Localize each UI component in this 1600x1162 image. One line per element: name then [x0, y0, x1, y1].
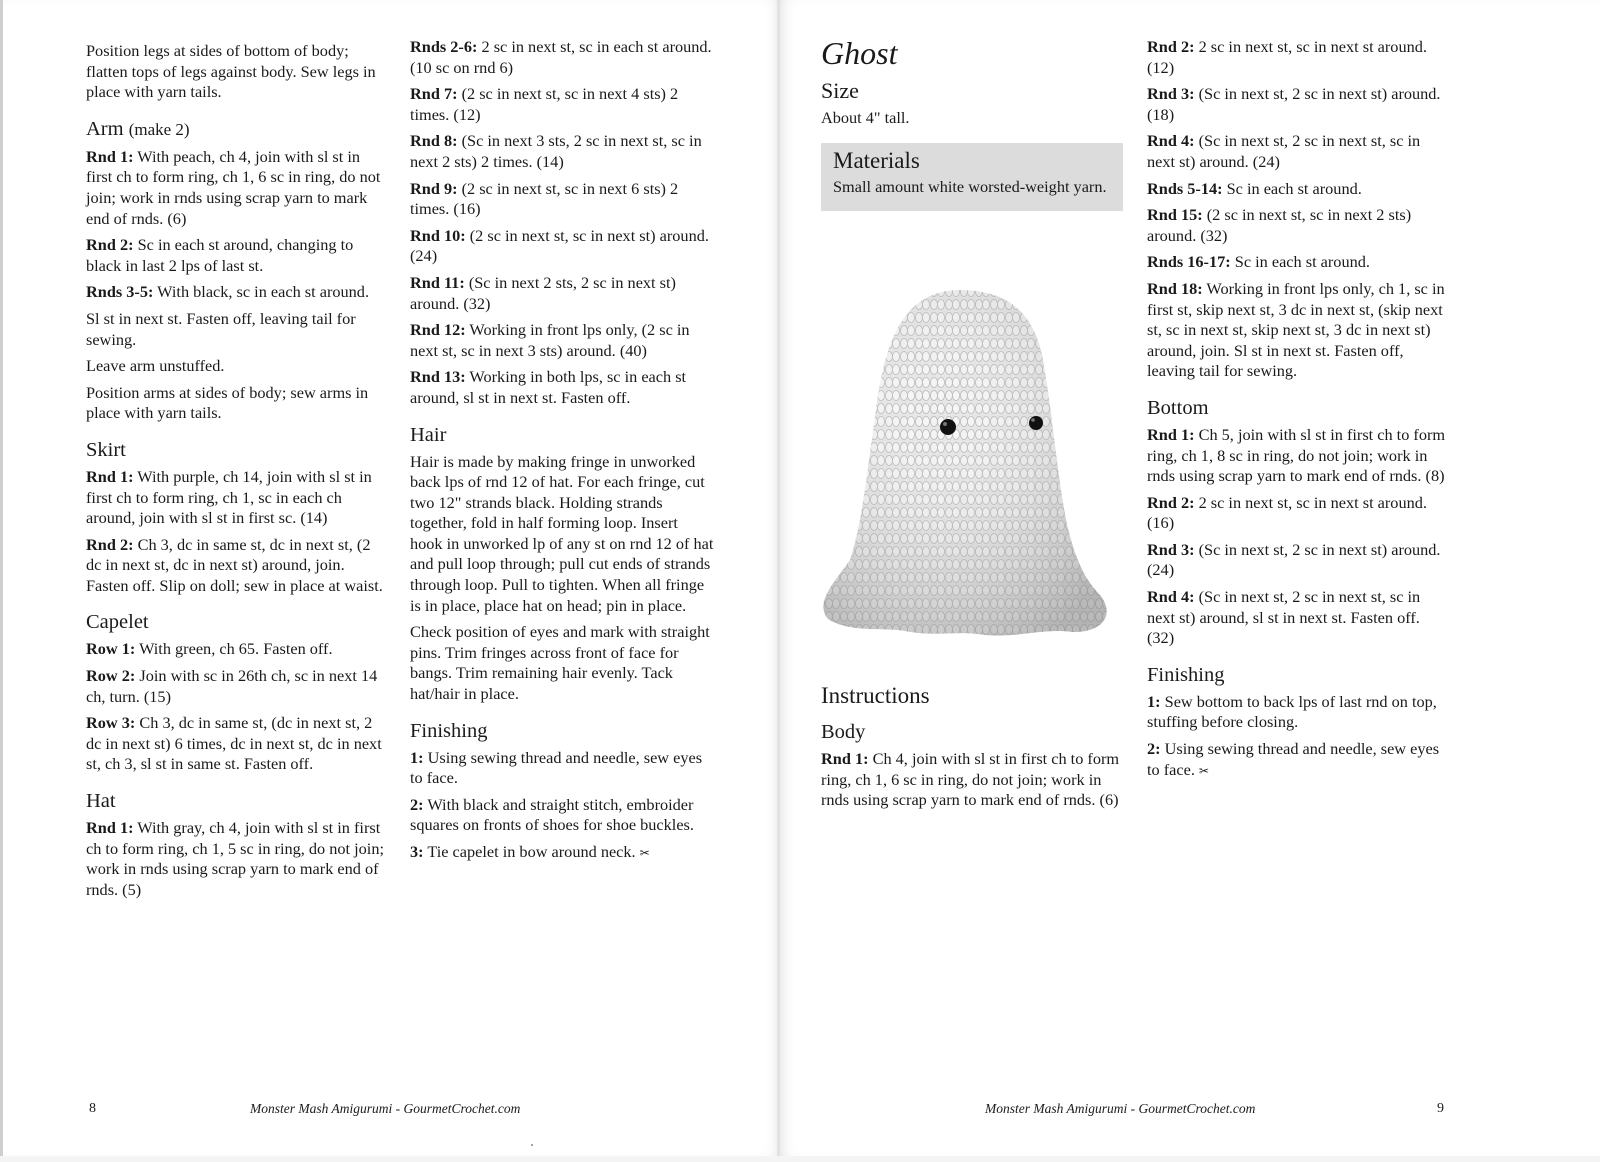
- instruction-step: [410, 84, 714, 125]
- step-label: Rnd 2:: [86, 534, 134, 554]
- step-text: Leave arm unstuffed.: [86, 356, 225, 376]
- step-text: With black and straight stitch, embroider squares on fronts of shoes for shoe buckles.: [410, 794, 694, 835]
- step-text: With gray, ch 4, join with sl st in first ch to form ring, ch 1, 5 sc in ring, do not join; work in rnds using scrap yarn to mark end of rnds. (5): [86, 818, 384, 899]
- step-text: (Sc in next 3 sts, 2 sc in next st, sc in next 2 sts) 2 times. (14): [410, 131, 702, 171]
- ghost-finishing-heading: Finishing: [1147, 663, 1225, 686]
- body-instructions: [821, 749, 1123, 811]
- step-text: Sc in each st around.: [1230, 252, 1370, 272]
- hat-instructions-continued: [410, 37, 714, 409]
- instruction-step: [1147, 205, 1451, 246]
- instruction-step: [1147, 540, 1451, 581]
- hair-paragraph-1: Hair is made by making fringe in unworked back lps of rnd 12 of hat. For each fringe, cut two 12" strands black. Holding strands together, fold in half forming loop. Insert hook in unworked lp of any st on rnd 12 of hat and pull loop through; pull cut ends of strands through loop. Pull to tighten. When all fringe is in place, place hat on head; pin in place.: [410, 451, 714, 615]
- instruction-step: [410, 795, 714, 836]
- hair-paragraph-2: Check position of eyes and mark with straight pins. Trim fringes across front of face for bangs. Trim remaining hair evenly. Tack hat/hair in place.: [410, 622, 710, 704]
- scan-speck: [531, 1144, 533, 1146]
- instruction-step: [410, 273, 714, 314]
- footer-left: Monster Mash Amigurumi - GourmetCrochet.com: [250, 1101, 521, 1116]
- step-text: Sl st in next st. Fasten off, leaving tail for sewing.: [86, 308, 356, 349]
- step-text: Ch 3, dc in same st, dc in next st, (2 dc in next st, dc in next st) around, join. Fasten off. Slip on doll; sew in place at waist.: [86, 534, 383, 595]
- step-text: Sc in each st around.: [1222, 178, 1362, 198]
- step-text: Using sewing thread and needle, sew eyes to face.: [410, 747, 703, 788]
- page-number-left: 8: [89, 1101, 96, 1116]
- instruction-step: [1147, 84, 1451, 125]
- step-label: Rnd 11:: [410, 272, 465, 292]
- instruction-step: [410, 226, 714, 267]
- step-text: Working in front lps only, ch 1, sc in first st, skip next st, 3 dc in next st, (skip next st, sc in next st, skip next st, 3 dc in next st) around, join. Sl st in next st. Fasten off, leaving tail for sewing.: [1147, 278, 1445, 381]
- instruction-step: [821, 749, 1123, 811]
- step-label: Rnd 9:: [410, 178, 458, 198]
- step-label: Rnd 7:: [410, 84, 458, 104]
- right-column-1: [821, 33, 1123, 211]
- step-label: 2:: [410, 794, 424, 814]
- capelet-instructions: [86, 639, 386, 775]
- step-label: Rnd 18:: [1147, 278, 1203, 298]
- pattern-title: Ghost: [821, 35, 898, 71]
- left-column-2: [410, 37, 714, 870]
- step-label: Row 2:: [86, 666, 136, 686]
- left-column-1: [86, 41, 386, 906]
- step-text: Position arms at sides of body; sew arms in place with yarn tails.: [86, 382, 369, 423]
- instruction-step: [86, 639, 386, 660]
- instruction-step: [86, 147, 386, 229]
- ghost-eye-left: [940, 419, 956, 435]
- instruction-step: [410, 131, 714, 172]
- instruction-step: [86, 356, 386, 377]
- step-text: (2 sc in next st, sc in next 6 sts) 2 times. (16): [410, 178, 679, 219]
- footer-right: Monster Mash Amigurumi - GourmetCrochet.com: [985, 1101, 1256, 1116]
- instructions-heading: Instructions: [821, 683, 930, 708]
- step-label: Rnd 1:: [86, 466, 134, 486]
- step-label: Rnd 10:: [410, 225, 466, 245]
- step-label: 1:: [1147, 691, 1161, 711]
- bottom-heading: Bottom: [1147, 396, 1209, 419]
- step-text: (Sc in next st, 2 sc in next st, sc in next st) around. (24): [1147, 131, 1421, 171]
- step-text: Ch 3, dc in same st, (dc in next st, 2 dc in next st) 6 times, dc in next st, dc in next st, ch 3, sl st in same st. Fasten off.: [86, 713, 382, 774]
- step-text: (2 sc in next st, sc in next 2 sts) around. (32): [1147, 205, 1412, 245]
- step-text: Working in both lps, sc in each st around, sl st in next st. Fasten off.: [410, 367, 687, 407]
- step-text: With green, ch 65. Fasten off.: [135, 639, 333, 659]
- ghost-eye-right: [1029, 416, 1043, 430]
- step-label: Rnds 5-14:: [1147, 178, 1223, 198]
- skirt-heading: Skirt: [86, 438, 126, 461]
- materials-text: Small amount white worsted-weight yarn.: [833, 176, 1107, 196]
- step-label: Rnd 3:: [1147, 539, 1195, 559]
- step-text: Working in front lps only, (2 sc in next st, sc in next 3 sts) around. (40): [410, 320, 690, 360]
- page-number-right: 9: [1437, 1101, 1444, 1116]
- instruction-step: [86, 467, 386, 529]
- instruction-step: [86, 235, 386, 276]
- skirt-instructions: [86, 467, 386, 597]
- step-text: 2 sc in next st, sc in next st around. (12): [1147, 37, 1427, 77]
- body-heading: Body: [821, 721, 866, 743]
- step-text: 2 sc in next st, sc in each st around. (10 sc on rnd 6): [410, 37, 712, 77]
- instruction-step: [1147, 587, 1451, 649]
- step-label: Rnd 15:: [1147, 205, 1203, 225]
- step-label: Rnd 2:: [1147, 37, 1195, 56]
- arm-heading: Arm (make 2): [86, 117, 190, 140]
- step-label: Rnd 4:: [1147, 131, 1195, 151]
- instruction-step: [86, 309, 386, 350]
- instruction-step: [410, 37, 714, 78]
- step-label: Rnds 16-17:: [1147, 252, 1231, 272]
- instruction-step: [1147, 425, 1451, 487]
- instruction-step: [1147, 739, 1451, 781]
- step-label: Rnd 2:: [1147, 492, 1195, 512]
- step-label: Rnd 1:: [86, 146, 134, 166]
- instruction-step: [1147, 279, 1451, 382]
- step-text: Using sewing thread and needle, sew eyes to face.: [1147, 739, 1440, 779]
- capelet-heading: Capelet: [86, 611, 149, 634]
- instruction-step: [86, 713, 386, 775]
- book-spine: [777, 0, 780, 1156]
- right-column-2: [1147, 37, 1451, 787]
- bottom-instructions: [1147, 425, 1451, 649]
- step-label: Row 3:: [86, 713, 136, 733]
- step-label: Rnd 8:: [410, 131, 458, 151]
- step-text: (2 sc in next st, sc in next 4 sts) 2 times. (12): [410, 84, 679, 124]
- arm-instructions: [86, 147, 386, 424]
- step-label: Rnd 12:: [410, 320, 466, 340]
- instruction-step: [1147, 493, 1451, 534]
- step-label: Rnds 2-6:: [410, 37, 478, 56]
- end-mark-icon: ✂: [639, 846, 650, 860]
- instruction-step: [410, 842, 714, 864]
- ghost-finishing-instructions: [1147, 692, 1451, 781]
- step-text: Ch 4, join with sl st in first ch to form ring, ch 1, 6 sc in ring, do not join; work in rnds using scrap yarn to mark end of rnds. (6): [821, 749, 1120, 810]
- instruction-step: [86, 666, 386, 707]
- body-instructions-continued: [1147, 37, 1451, 382]
- step-label: Rnd 4:: [1147, 587, 1195, 607]
- instruction-step: [410, 367, 714, 408]
- instruction-step: [410, 748, 714, 789]
- step-text: 2 sc in next st, sc in next st around. (16): [1147, 492, 1427, 533]
- step-label: Rnd 1:: [821, 749, 869, 768]
- step-text: Ch 5, join with sl st in first ch to form ring, ch 1, 8 sc in ring, do not join; work in rnds using scrap yarn to mark end of rnds. (8): [1147, 424, 1446, 486]
- step-text: (Sc in next st, 2 sc in next st, sc in next st) around, sl st in next st. Fasten off. (32): [1147, 587, 1421, 648]
- step-label: Row 1:: [86, 639, 136, 659]
- step-label: Rnds 3-5:: [86, 282, 154, 302]
- ghost-photo: [810, 285, 1120, 640]
- step-label: Rnd 1:: [86, 818, 134, 838]
- instruction-step: [1147, 131, 1451, 172]
- step-label: Rnd 3:: [1147, 84, 1195, 104]
- instruction-step: [1147, 692, 1451, 733]
- step-text: (Sc in next st, 2 sc in next st) around. (24): [1147, 539, 1441, 580]
- step-text: (Sc in next 2 sts, 2 sc in next st) around. (32): [410, 272, 676, 313]
- instruction-step: [410, 320, 714, 361]
- step-text: With peach, ch 4, join with sl st in first ch to form ring, ch 1, 6 sc in ring, do not join; work in rnds using scrap yarn to mark end of rnds. (6): [86, 146, 381, 228]
- materials-box: [821, 143, 1123, 212]
- size-heading: Size: [821, 78, 859, 103]
- hat-instructions: [86, 818, 386, 900]
- instruction-step: [410, 179, 714, 220]
- instruction-step: [86, 535, 386, 597]
- step-text: With black, sc in each st around.: [153, 282, 370, 302]
- step-label: 1:: [410, 747, 424, 767]
- step-text: (Sc in next st, 2 sc in next st) around. (18): [1147, 84, 1441, 124]
- step-text: (2 sc in next st, sc in next st) around. (24): [410, 225, 709, 266]
- instruction-step: [1147, 252, 1451, 273]
- finishing-instructions: [410, 748, 714, 864]
- instruction-step: [1147, 179, 1451, 200]
- step-text: Sew bottom to back lps of last rnd on top, stuffing before closing.: [1147, 691, 1437, 732]
- size-text: About 4" tall.: [821, 108, 910, 127]
- hair-heading: Hair: [410, 423, 447, 446]
- step-text: Sc in each st around, changing to black in last 2 lps of last st.: [86, 235, 354, 275]
- instruction-step: [86, 383, 386, 424]
- step-text: With purple, ch 14, join with sl st in first ch to form ring, ch 1, sc in each ch around, join with sl st in first sc. (14): [86, 466, 372, 528]
- step-text: Join with sc in 26th ch, sc in next 14 ch, turn. (15): [86, 666, 378, 706]
- materials-heading: Materials: [833, 147, 920, 173]
- step-label: Rnd 13:: [410, 367, 466, 387]
- finishing-heading: Finishing: [410, 719, 488, 742]
- step-text: Tie capelet in bow around neck.: [423, 842, 636, 861]
- instruction-step: [86, 282, 386, 303]
- step-label: 3:: [410, 842, 424, 861]
- step-label: Rnd 1:: [1147, 424, 1195, 444]
- step-label: 2:: [1147, 739, 1161, 759]
- hat-heading: Hat: [86, 790, 116, 813]
- end-mark-icon: ✂: [1198, 763, 1210, 778]
- legs-position-note: Position legs at sides of bottom of body; flatten tops of legs against body. Sew legs in place with yarn tails.: [86, 41, 376, 102]
- instruction-step: [86, 818, 386, 900]
- right-column-1-lower: [821, 670, 1123, 817]
- instruction-step: [1147, 37, 1451, 78]
- step-label: Rnd 2:: [86, 235, 134, 255]
